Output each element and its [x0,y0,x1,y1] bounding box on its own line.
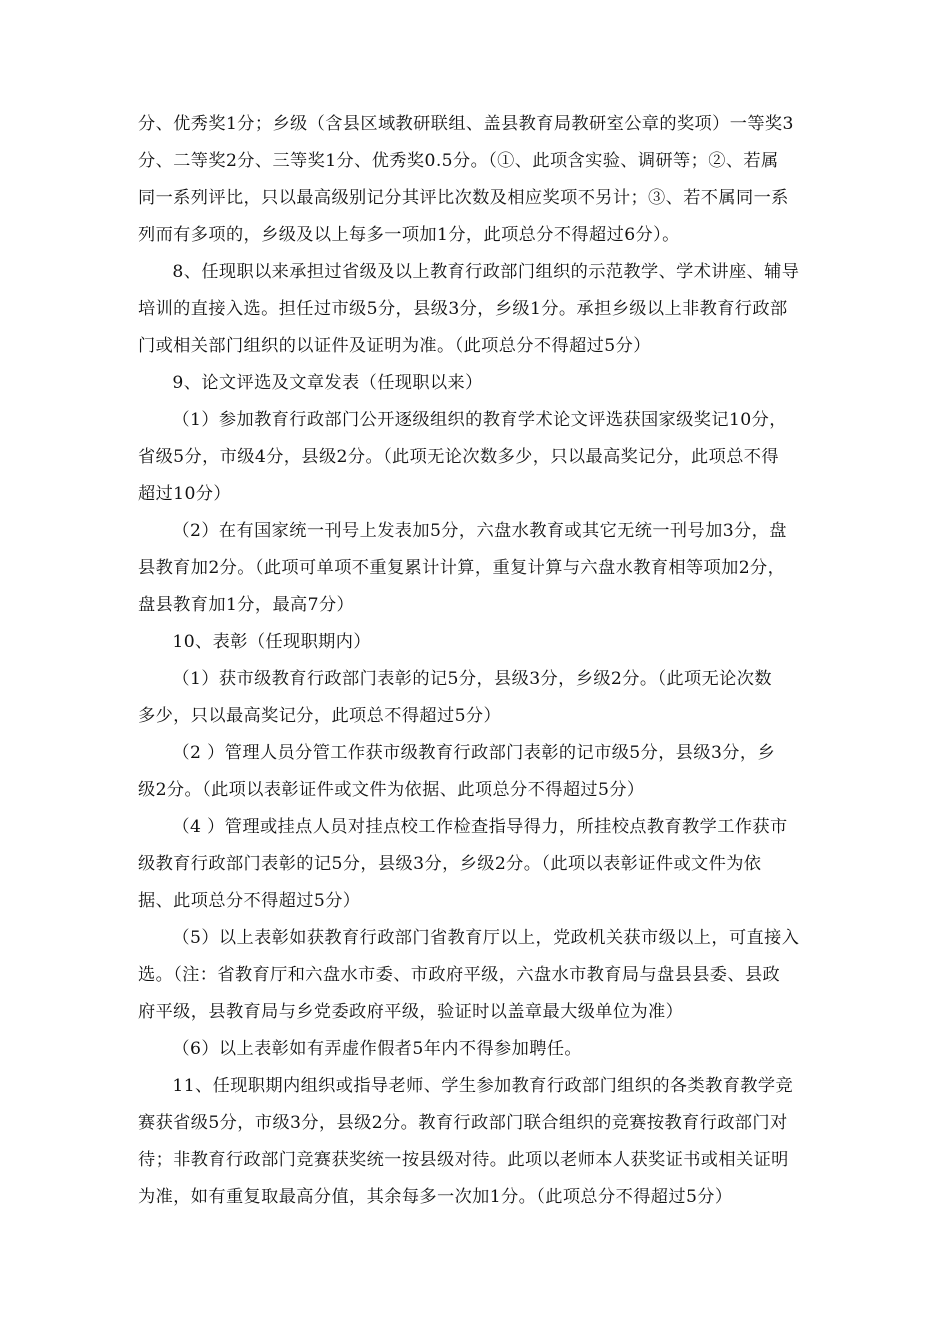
document-body [138,106,822,1216]
paragraph-item-9-1 [138,402,822,513]
paragraph-item-10-5 [138,920,822,1031]
text-line: 分、优秀奖1分；乡级（含县区域教研联组、盖县教育局教研室公章的奖项）一等奖3 [138,114,794,134]
text-line: （4 ）管理或挂点人员对挂点校工作检查指导得力，所挂校点教育教学工作获市 [172,817,788,837]
text-line: （6）以上表彰如有弄虚作假者5年内不得参加聘任。 [172,1039,582,1059]
text-line: 待；非教育行政部门竞赛获奖统一按县级对待。此项以老师本人获奖证书或相关证明 [138,1150,789,1170]
text-line: （5）以上表彰如获教育行政部门省教育厅以上，党政机关获市级以上，可直接入 [172,928,800,948]
text-line: 多少，只以最高奖记分，此项总不得超过5分） [138,706,502,726]
text-line: 8、任现职以来承担过省级及以上教育行政部门组织的示范教学、学术讲座、辅导 [172,262,800,282]
text-line: 超过10分） [138,484,232,504]
text-line: 县教育加2分。（此项可单项不重复累计计算，重复计算与六盘水教育相等项加2分， [138,558,786,578]
paragraph-item-10-2 [138,735,822,809]
paragraph-item-9-2 [138,513,822,624]
paragraph-item-8 [138,254,822,365]
text-line: （2 ）管理人员分管工作获市级教育行政部门表彰的记市级5分，县级3分，乡 [172,743,776,763]
text-line: 10、表彰（任现职期内） [172,632,371,652]
text-line: 分、二等奖2分、三等奖1分、优秀奖0.5分。（①、此项含实验、调研等；②、若属 [138,151,779,171]
text-line: （2）在有国家统一刊号上发表加5分，六盘水教育或其它无统一刊号加3分，盘 [172,521,787,541]
paragraph-item-10-6 [138,1031,822,1068]
text-line: 级2分。（此项以表彰证件或文件为依据、此项总分不得超过5分） [138,780,645,800]
text-line: （1）获市级教育行政部门表彰的记5分，县级3分，乡级2分。（此项无论次数 [172,669,772,689]
paragraph-item-10-1 [138,661,822,735]
text-line: 列而有多项的，乡级及以上每多一项加1分，此项总分不得超过6分）。 [138,225,680,245]
paragraph-award-scoring-continued [138,106,822,254]
text-line: 省级5分，市级4分，县级2分。（此项无论次数多少，只以最高奖记分，此项总不得 [138,447,779,467]
text-line: 9、论文评选及文章发表（任现职以来） [172,373,483,393]
text-line: 同一系列评比，只以最高级别记分其评比次数及相应奖项不另计；③、若不属同一系 [138,188,789,208]
text-line: 级教育行政部门表彰的记5分，县级3分，乡级2分。（此项以表彰证件或文件为依 [138,854,762,874]
text-line: 为准，如有重复取最高分值，其余每多一次加1分。（此项总分不得超过5分） [138,1187,733,1207]
text-line: 选。（注：省教育厅和六盘水市委、市政府平级，六盘水市教育局与盘县县委、县政 [138,965,781,985]
text-line: 据、此项总分不得超过5分） [138,891,361,911]
text-line: 门或相关部门组织的以证件及证明为准。（此项总分不得超过5分） [138,336,651,356]
text-line: 赛获省级5分，市级3分，县级2分。教育行政部门联合组织的竞赛按教育行政部门对 [138,1113,788,1133]
text-line: 盘县教育加1分，最高7分） [138,595,355,615]
text-line: 11、任现职期内组织或指导老师、学生参加教育行政部门组织的各类教育教学竞 [172,1076,794,1096]
paragraph-item-11 [138,1068,822,1216]
paragraph-item-10-heading [138,624,822,661]
paragraph-item-10-4 [138,809,822,920]
text-line: （1）参加教育行政部门公开逐级组织的教育学术论文评选获国家级奖记10分， [172,410,787,430]
text-line: 培训的直接入选。担任过市级5分，县级3分，乡级1分。承担乡级以上非教育行政部 [138,299,788,319]
text-line: 府平级，县教育局与乡党委政府平级，验证时以盖章最大级单位为准） [138,1002,684,1022]
paragraph-item-9-heading [138,365,822,402]
